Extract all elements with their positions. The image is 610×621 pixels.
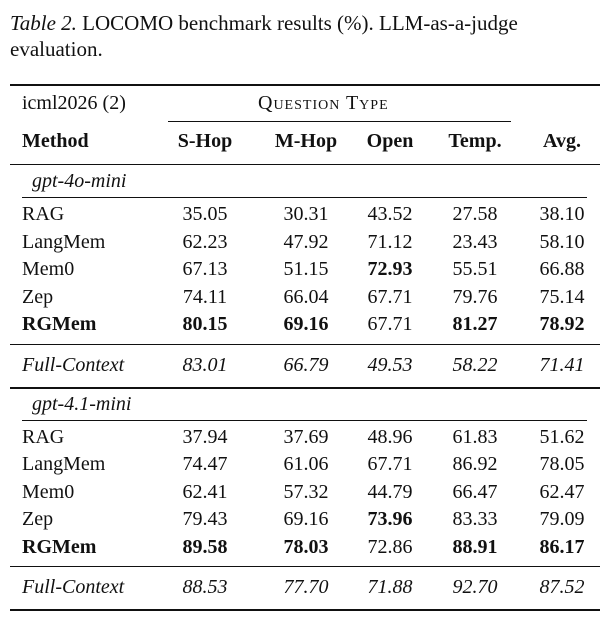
metric-value: 27.58	[452, 203, 498, 225]
metric-value: 74.11	[182, 285, 228, 308]
metric-value: 86.17	[539, 535, 585, 558]
table-corner-label: icml2026 (2)	[22, 92, 126, 114]
metric-value: 62.47	[539, 480, 585, 503]
column-header: M-Hop	[274, 130, 338, 152]
metric-value: 67.71	[367, 285, 413, 308]
metric-value: 57.32	[283, 480, 329, 503]
section-divider-rule	[10, 387, 600, 389]
full-context-rule	[10, 566, 600, 567]
section-label: gpt-4o-mini	[32, 170, 127, 192]
metric-value: 83.33	[452, 508, 498, 530]
method-name: Full-Context	[22, 353, 125, 376]
metric-value: 66.79	[283, 353, 329, 376]
metric-value: 86.92	[452, 453, 498, 475]
metric-value: 79.76	[452, 285, 498, 308]
metric-value: 55.51	[452, 258, 498, 280]
metric-value: 69.16	[283, 313, 329, 335]
metric-value: 67.71	[367, 313, 413, 335]
metric-value: 37.69	[283, 425, 329, 448]
metric-value: 69.16	[283, 508, 329, 530]
method-name: LangMem	[22, 230, 106, 253]
metric-value: 67.71	[367, 453, 413, 475]
metric-value: 67.13	[182, 258, 228, 280]
metric-value: 51.15	[283, 258, 329, 280]
metric-value: 48.96	[367, 425, 413, 448]
method-name: LangMem	[22, 453, 106, 475]
metric-value: 77.70	[283, 576, 329, 598]
column-header: Temp.	[448, 130, 502, 152]
metric-value: 71.88	[367, 576, 413, 598]
metric-value: 79.09	[539, 508, 585, 530]
table-caption	[10, 10, 600, 62]
metric-value: 78.92	[539, 313, 585, 335]
caption-text: LOCOMO benchmark results (%). LLM-as-a-judge evaluation.	[10, 11, 518, 61]
metric-value: 44.79	[367, 480, 413, 503]
caption-label: Table 2.	[10, 11, 77, 35]
section-rule	[22, 420, 587, 421]
metric-value: 72.93	[367, 258, 413, 280]
method-name: RAG	[22, 203, 65, 225]
metric-value: 49.53	[367, 353, 413, 376]
metric-value: 62.23	[182, 230, 228, 253]
metric-value: 74.47	[182, 453, 228, 475]
metric-value: 83.01	[182, 353, 228, 376]
metric-value: 87.52	[539, 576, 585, 598]
bottom-rule	[10, 609, 600, 611]
metric-value: 62.41	[182, 480, 228, 503]
metric-value: 89.58	[182, 535, 228, 558]
group-header-question-type: Question Type	[258, 92, 389, 114]
metric-value: 58.10	[539, 230, 585, 253]
metric-value: 66.88	[539, 258, 585, 280]
metric-value: 66.47	[452, 480, 498, 503]
metric-value: 75.14	[539, 285, 585, 308]
metric-value: 30.31	[283, 203, 329, 225]
method-name: RGMem	[22, 535, 97, 558]
method-name: Mem0	[22, 480, 75, 503]
metric-value: 88.53	[182, 576, 228, 598]
metric-value: 47.92	[283, 230, 329, 253]
metric-value: 79.43	[182, 508, 228, 530]
metric-value: 92.70	[452, 576, 498, 598]
method-name: RGMem	[22, 313, 97, 335]
metric-value: 71.41	[539, 353, 585, 376]
method-name: Zep	[22, 508, 54, 530]
metric-value: 37.94	[182, 425, 228, 448]
metric-value: 88.91	[452, 535, 498, 558]
metric-value: 58.22	[452, 353, 498, 376]
full-context-rule	[10, 344, 600, 345]
metric-value: 73.96	[367, 508, 413, 530]
metric-value: 43.52	[367, 203, 413, 225]
method-name: Zep	[22, 285, 54, 308]
top-rule	[10, 84, 600, 86]
metric-value: 51.62	[539, 425, 585, 448]
metric-value: 23.43	[452, 230, 498, 253]
metric-value: 61.06	[283, 453, 329, 475]
method-name: RAG	[22, 425, 65, 448]
metric-value: 38.10	[539, 203, 585, 225]
metric-value: 80.15	[182, 313, 228, 335]
metric-value: 61.83	[452, 425, 498, 448]
method-name: Mem0	[22, 258, 75, 280]
column-header: S-Hop	[177, 130, 233, 152]
metric-value: 72.86	[367, 535, 413, 558]
column-header: Avg.	[543, 130, 581, 152]
column-header: Open	[366, 130, 414, 152]
metric-value: 66.04	[283, 285, 329, 308]
section-rule	[22, 197, 587, 198]
method-name: Full-Context	[22, 576, 125, 598]
section-label: gpt-4.1-mini	[32, 392, 132, 415]
metric-value: 78.03	[283, 535, 329, 558]
header-rule	[10, 164, 600, 165]
group-header-rule	[168, 121, 511, 122]
metric-value: 71.12	[367, 230, 413, 253]
metric-value: 81.27	[452, 313, 498, 335]
column-header-method: Method	[22, 130, 89, 152]
metric-value: 35.05	[182, 203, 228, 225]
metric-value: 78.05	[539, 453, 585, 475]
